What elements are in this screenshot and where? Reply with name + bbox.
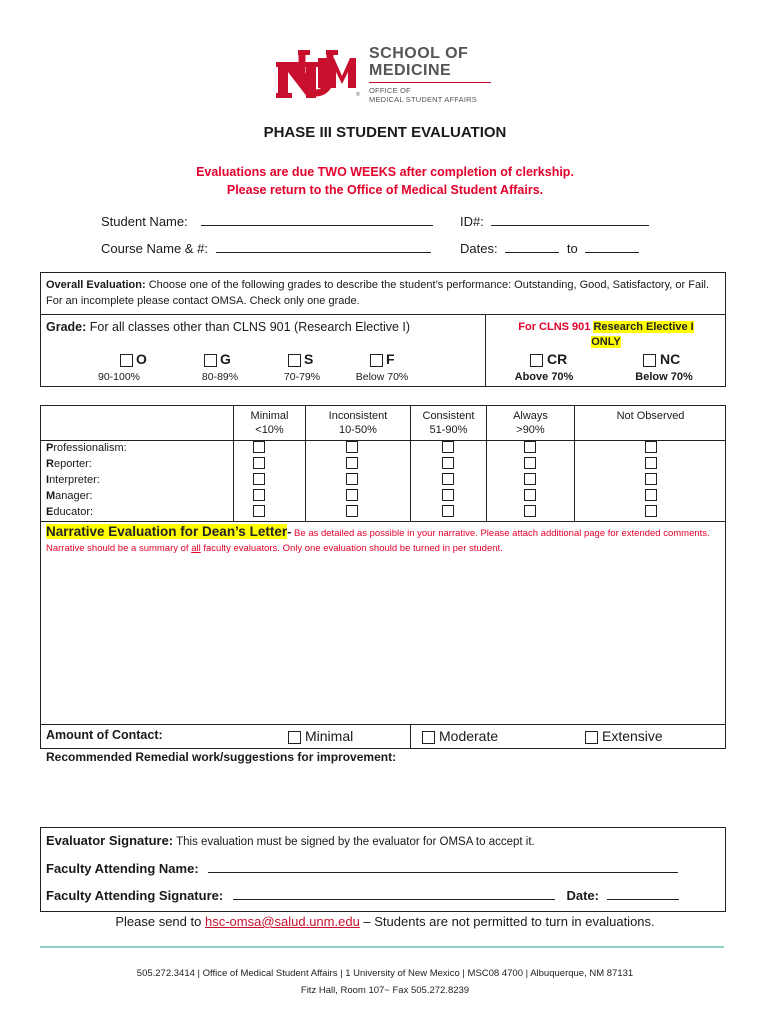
narrative-all: all — [191, 543, 201, 554]
grade-s-label: S — [304, 351, 314, 367]
office-line-1: OFFICE OF — [369, 86, 411, 95]
id-field[interactable] — [491, 213, 649, 226]
dates-row — [460, 240, 639, 256]
contact-option-moderate[interactable] — [422, 728, 498, 744]
row-label-manager — [46, 490, 92, 502]
date-from-field[interactable] — [505, 240, 559, 253]
narrative-section — [46, 524, 718, 556]
rating-checkbox[interactable] — [645, 505, 657, 517]
narrative-dash: - — [287, 524, 292, 539]
evaluator-signature-row — [46, 833, 535, 848]
row-label-interpreter — [46, 474, 100, 486]
overall-evaluation-label: Overall Evaluation: — [46, 279, 146, 291]
evaluator-signature-label: Evaluator Signature: — [46, 833, 174, 848]
rating-checkbox[interactable] — [346, 457, 358, 469]
student-name-row — [101, 213, 433, 229]
dates-to-label: to — [566, 241, 578, 256]
id-label: ID#: — [460, 214, 484, 229]
date-to-field[interactable] — [585, 240, 639, 253]
send-instructions — [0, 914, 770, 929]
rating-checkbox[interactable] — [442, 473, 454, 485]
footer-fax: Fitz Hall, Room 107~ Fax 505.272.8239 — [300, 985, 470, 996]
remedial-label: Recommended Remedial work/suggestions for improvement: — [46, 750, 397, 764]
contact-moderate-label: Moderate — [439, 728, 499, 744]
column-header-line: <10% — [255, 424, 284, 436]
column-header-not-observed — [575, 409, 726, 423]
clns-label: For CLNS 901 — [518, 321, 591, 333]
column-header-line: 10-50% — [339, 424, 377, 436]
column-header-line: >90% — [516, 424, 545, 436]
evaluator-signature-note: This evaluation must be signed by the evaluator for OMSA to accept it. — [173, 836, 535, 848]
contact-option-extensive[interactable] — [585, 728, 663, 744]
clns-only-label: ONLY — [591, 336, 621, 348]
narrative-textarea[interactable] — [46, 575, 718, 720]
row-initial: E — [46, 506, 54, 518]
checkbox-o[interactable] — [120, 354, 133, 367]
send-prefix: Please send to — [115, 914, 205, 929]
unm-logo-icon — [276, 48, 356, 104]
divider — [40, 724, 726, 725]
column-header-line: Inconsistent — [328, 410, 388, 422]
rating-checkbox[interactable] — [524, 457, 536, 469]
rating-checkbox[interactable] — [524, 473, 536, 485]
faculty-name-label: Faculty Attending Name: — [46, 861, 199, 876]
faculty-signature-label: Faculty Attending Signature: — [46, 888, 224, 903]
school-line-2: MEDICINE — [369, 62, 452, 79]
logo-divider — [369, 82, 491, 83]
checkbox-cr[interactable] — [530, 354, 543, 367]
row-label-professionalism — [46, 442, 127, 454]
footer-divider — [40, 946, 724, 948]
rating-checkbox[interactable] — [253, 441, 265, 453]
row-initial: R — [46, 458, 54, 470]
faculty-name-row — [46, 860, 678, 876]
checkbox-nc[interactable] — [643, 354, 656, 367]
school-name — [369, 45, 468, 79]
grade-g-label: G — [220, 351, 231, 367]
faculty-signature-row — [46, 887, 679, 903]
date-label: Date: — [566, 888, 599, 903]
trademark: ® — [356, 92, 360, 98]
student-name-field[interactable] — [201, 213, 433, 226]
grade-heading — [46, 320, 410, 334]
row-rest: ducator: — [53, 506, 94, 518]
rating-checkbox[interactable] — [524, 441, 536, 453]
contact-option-minimal[interactable] — [288, 728, 353, 744]
due-notice — [0, 163, 770, 199]
office-name — [369, 86, 477, 104]
grade-option-s[interactable] — [288, 351, 313, 367]
column-header-consistent — [411, 409, 486, 437]
column-header-line: Not Observed — [616, 410, 685, 422]
row-label-educator — [46, 506, 93, 518]
rating-checkbox[interactable] — [645, 489, 657, 501]
page-title: PHASE III STUDENT EVALUATION — [263, 124, 507, 141]
rating-checkbox[interactable] — [346, 489, 358, 501]
grade-description: For all classes other than CLNS 901 (Research Elective I) — [86, 320, 411, 334]
checkbox-f[interactable] — [370, 354, 383, 367]
row-initial: P — [46, 442, 54, 454]
column-header-always — [487, 409, 574, 437]
overall-evaluation-text — [46, 277, 718, 309]
column-header-minimal — [234, 409, 305, 437]
rating-checkbox[interactable] — [645, 473, 657, 485]
student-name-label: Student Name: — [101, 214, 188, 229]
rating-checkbox[interactable] — [346, 473, 358, 485]
grade-o-range: 90-100% — [97, 371, 141, 383]
clns-note — [486, 320, 726, 350]
grade-o-label: O — [136, 351, 147, 367]
id-row — [460, 213, 649, 229]
grade-cr-label: CR — [547, 351, 568, 367]
send-suffix: – Students are not permitted to turn in evaluations. — [359, 914, 655, 929]
rating-checkbox[interactable] — [645, 441, 657, 453]
rating-checkbox[interactable] — [442, 457, 454, 469]
remedial-textarea[interactable] — [46, 768, 718, 824]
column-header-line: Consistent — [422, 410, 475, 422]
row-initial: I — [46, 474, 50, 486]
rating-checkbox[interactable] — [253, 489, 265, 501]
checkbox-moderate[interactable] — [422, 731, 435, 744]
divider — [40, 314, 726, 315]
row-rest: eporter: — [53, 458, 92, 470]
divider — [410, 724, 411, 749]
footer-address: 505.272.3414 | Office of Medical Student Affairs | 1 University of New Mexico | MSC08 4700 | Albuquerque, NM 87131 — [136, 968, 634, 979]
rating-checkbox[interactable] — [442, 489, 454, 501]
rating-checkbox[interactable] — [253, 505, 265, 517]
rating-checkbox[interactable] — [645, 457, 657, 469]
row-rest: nterpreter: — [49, 474, 100, 486]
course-label: Course Name & #: — [101, 241, 208, 256]
divider — [40, 521, 726, 522]
grade-option-o[interactable] — [120, 351, 147, 367]
dates-label: Dates: — [460, 241, 498, 256]
course-field[interactable] — [216, 240, 431, 253]
notice-line-1: Evaluations are due TWO WEEKS after completion of clerkship. — [196, 165, 574, 179]
row-label-reporter — [46, 458, 92, 470]
column-header-line: 51-90% — [429, 424, 468, 436]
clns-research-label: Research Elective I — [593, 321, 694, 333]
rating-checkbox[interactable] — [524, 489, 536, 501]
faculty-name-field[interactable] — [208, 860, 678, 873]
office-line-2: MEDICAL STUDENT AFFAIRS — [369, 95, 477, 104]
divider — [40, 440, 726, 441]
grade-f-range: Below 70% — [355, 371, 409, 383]
grade-cr-range: Above 70% — [514, 371, 574, 383]
overall-evaluation-instructions: Choose one of the following grades to describe the student’s performance: Outstanding, Good, Satisfactory, or Fail. For an incomplete please contact OMSA. Check only one grade. — [46, 279, 710, 307]
row-rest: anager: — [55, 490, 93, 502]
rating-checkbox[interactable] — [442, 441, 454, 453]
contact-minimal-label: Minimal — [305, 728, 354, 744]
grade-option-nc[interactable] — [643, 351, 680, 367]
date-field[interactable] — [607, 887, 679, 900]
faculty-signature-field[interactable] — [233, 887, 555, 900]
checkbox-minimal[interactable] — [288, 731, 301, 744]
grade-g-range: 80-89% — [201, 371, 239, 383]
email-link[interactable]: hsc-omsa@salud.unm.edu — [204, 914, 360, 929]
row-rest: rofessionalism: — [53, 442, 127, 454]
course-row — [101, 240, 431, 256]
row-initial: M — [46, 490, 56, 502]
grade-s-range: 70-79% — [283, 371, 321, 383]
contact-extensive-label: Extensive — [602, 728, 663, 744]
column-header-line: Always — [513, 410, 548, 422]
rating-checkbox[interactable] — [442, 505, 454, 517]
grade-option-f[interactable] — [370, 351, 395, 367]
school-line-1: SCHOOL OF — [369, 45, 469, 62]
rating-checkbox[interactable] — [524, 505, 536, 517]
contact-label: Amount of Contact: — [46, 728, 163, 742]
rating-checkbox[interactable] — [253, 473, 265, 485]
column-header-inconsistent — [306, 409, 410, 437]
column-header-line: Minimal — [250, 410, 289, 422]
rating-checkbox[interactable] — [346, 505, 358, 517]
checkbox-s[interactable] — [288, 354, 301, 367]
narrative-instructions: Be as detailed as possible in your narrative. Please attach additional page for extended comments. Narrative should be a summary of — [46, 528, 710, 554]
narrative-instructions-end: faculty evaluators. Only one evaluation should be turned in per student. — [200, 543, 503, 554]
checkbox-extensive[interactable] — [585, 731, 598, 744]
rating-checkbox[interactable] — [253, 457, 265, 469]
grade-nc-range: Below 70% — [635, 371, 693, 383]
checkbox-g[interactable] — [204, 354, 217, 367]
rating-checkbox[interactable] — [346, 441, 358, 453]
grade-nc-label: NC — [660, 351, 681, 367]
narrative-title: Narrative Evaluation for Dean’s Letter — [46, 524, 288, 539]
grade-label: Grade: — [46, 320, 87, 334]
grade-f-label: F — [386, 351, 395, 367]
grade-option-cr[interactable] — [530, 351, 567, 367]
grade-option-g[interactable] — [204, 351, 231, 367]
notice-line-2: Please return to the Office of Medical Student Affairs. — [226, 183, 544, 197]
